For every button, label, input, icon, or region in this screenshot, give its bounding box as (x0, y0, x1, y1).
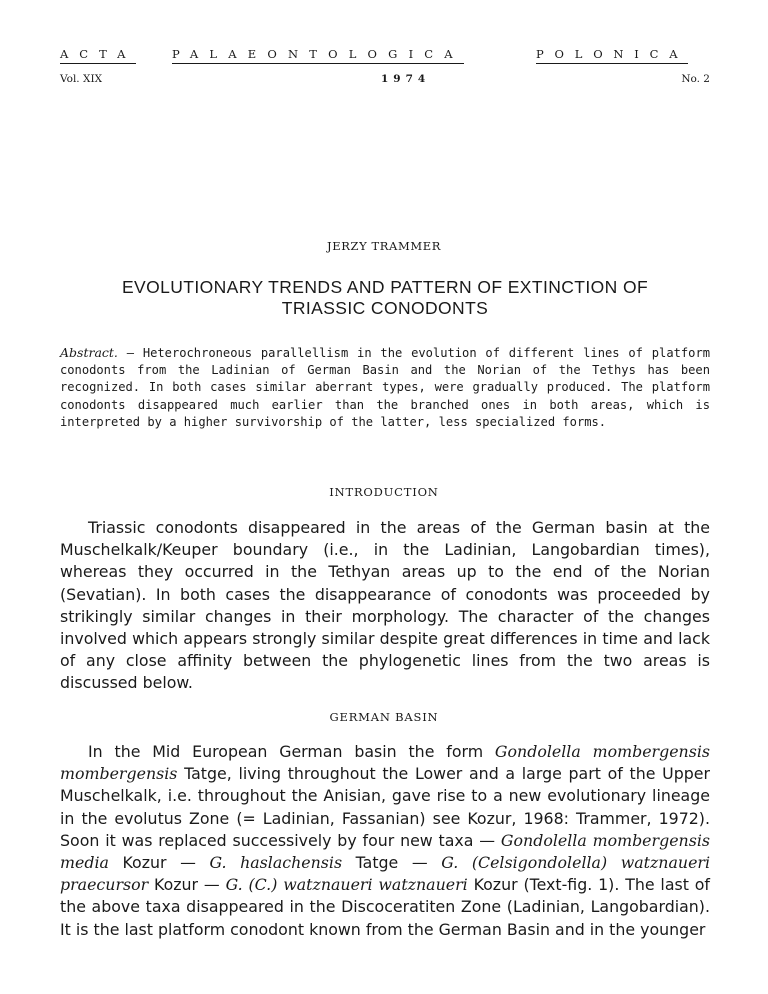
author-name: JERZY TRAMMER (327, 239, 441, 253)
introduction-body (60, 517, 710, 695)
german-basin-paragraph (60, 741, 710, 941)
gb-taxon-2: Gondolella mombergensis media (60, 830, 710, 873)
german-basin-body (60, 741, 710, 941)
gb-text-2: Tatge, living throughout the Lower and a large part of the Upper Muschelkalk, i.e. throughout the Anisian, gave rise to a new evolutionary lineage in the evolutus Zone (= Ladinian, Fassanian) see Kozur, 1968: Trammer, 1972). Soon it was replaced successively by four new taxa — (60, 764, 710, 850)
german-basin-heading: GERMAN BASIN (329, 710, 439, 724)
abstract (60, 344, 710, 431)
gb-taxon-1: Gondolella mombergensis mombergensis (60, 742, 710, 784)
introduction-heading: INTRODUCTION (329, 485, 439, 499)
gb-taxon-3: G. haslachensis (209, 853, 343, 873)
abstract-label: Abstract. (60, 345, 118, 360)
issue-meta (60, 73, 710, 89)
introduction-paragraph: Triassic conodonts disappeared in the areas of the German basin at the Muschelkalk/Keuper boundary (i.e., in the Ladinian, Langobardian times), whereas they occurred in the Tethyan areas up to the end of the Norian (Sevatian). In both cases the disappearance of conodonts was proceeded by strikingly similar changes in their morphology. The character of the changes involved which appears strongly similar despite great differences in time and lack of any close affinity between the phylogenetic lines from the two areas is discussed below. (60, 518, 710, 693)
gb-text-5: Kozur — (148, 875, 226, 895)
article-title (60, 277, 710, 319)
journal-title (60, 47, 710, 65)
gb-taxon-5: G. (C.) watznaueri watznaueri (225, 875, 468, 895)
year-label: 1974 (381, 73, 431, 85)
issue-number: No. 2 (681, 73, 710, 85)
gb-text-6: Kozur (Text-fig. 1). The last of the above taxa disappeared in the Discoceratiten Zone (Ladinian, Langobardian). It is the last platform conodont known from the German Basin and in the younger (60, 875, 710, 939)
journal-word-palaeontologica: PALAEONTOLOGICA (172, 47, 464, 64)
abstract-text: — Heterochroneous parallellism in the evolution of different lines of platform conodonts from the Ladinian of German Basin and the Norian of the Tethys has been recognized. In both cases similar aberrant types, were gradually produced. The platform conodonts disappeared much earlier than the branched ones in both areas, which is interpreted by a higher survivorship of the latter, less specialized forms. (60, 346, 710, 429)
gb-text-4: Tatge — (342, 853, 442, 873)
gb-taxon-4: G. (Celsigondolella) watznaueri praecursor (60, 853, 711, 895)
title-line-2: TRIASSIC CONODONTS (281, 298, 489, 318)
journal-word-polonica: POLONICA (536, 47, 688, 64)
journal-word-acta: ACTA (60, 47, 136, 64)
gb-text-1: In the Mid European German basin the form (88, 742, 495, 761)
title-line-1: EVOLUTIONARY TRENDS AND PATTERN OF EXTINCTION OF (121, 277, 649, 297)
volume-label: Vol. XIX (60, 73, 103, 85)
gb-text-3: Kozur — (108, 853, 210, 873)
